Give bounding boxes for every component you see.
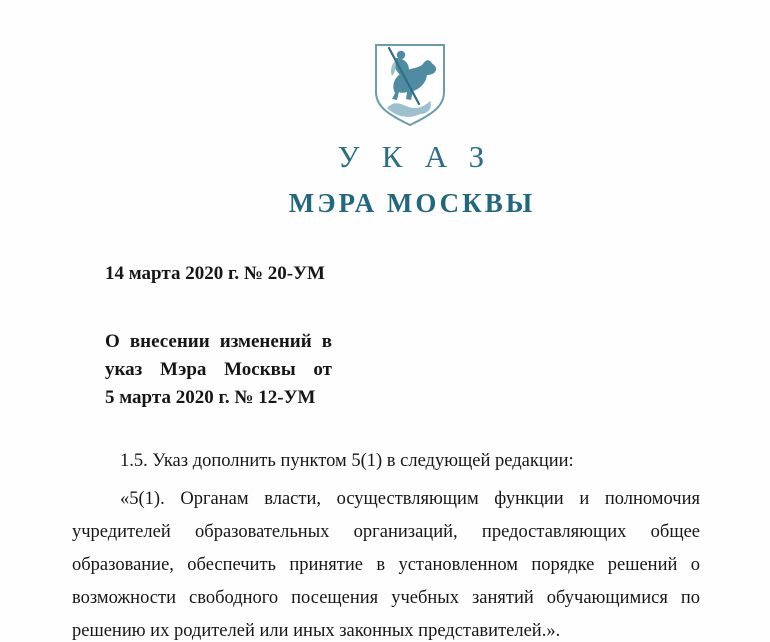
paragraph-line: решению их родителей или иных законных представителей.». [72,621,561,641]
decree-subject [105,328,332,412]
paragraph-line: учредителей образовательных организаций, предоставляющих общее [72,522,700,542]
subject-line: 5 марта 2020 г. № 12-УМ [105,387,316,408]
paragraph-line: «5(1). Органам власти, осуществляющим функции и полномочия [120,489,700,509]
decree-date-number: 14 марта 2020 г. № 20-УМ [105,263,325,284]
moscow-coat-of-arms-icon [372,42,448,128]
masthead-title: УКАЗ [337,139,507,174]
subject-line: О внесении изменений в [105,331,332,352]
body-intro-line: 1.5. Указ дополнить пунктом 5(1) в следующей редакции: [120,451,574,471]
masthead-subtitle: МЭРА МОСКВЫ [288,188,536,218]
paragraph-line: возможности свободного посещения учебных занятий обучающимися по [72,588,700,608]
body-paragraph [72,483,700,642]
paragraph-line: образование, обеспечить принятие в установленном порядке решений о [72,555,700,575]
subject-line: указ Мэра Москвы от [105,359,332,380]
